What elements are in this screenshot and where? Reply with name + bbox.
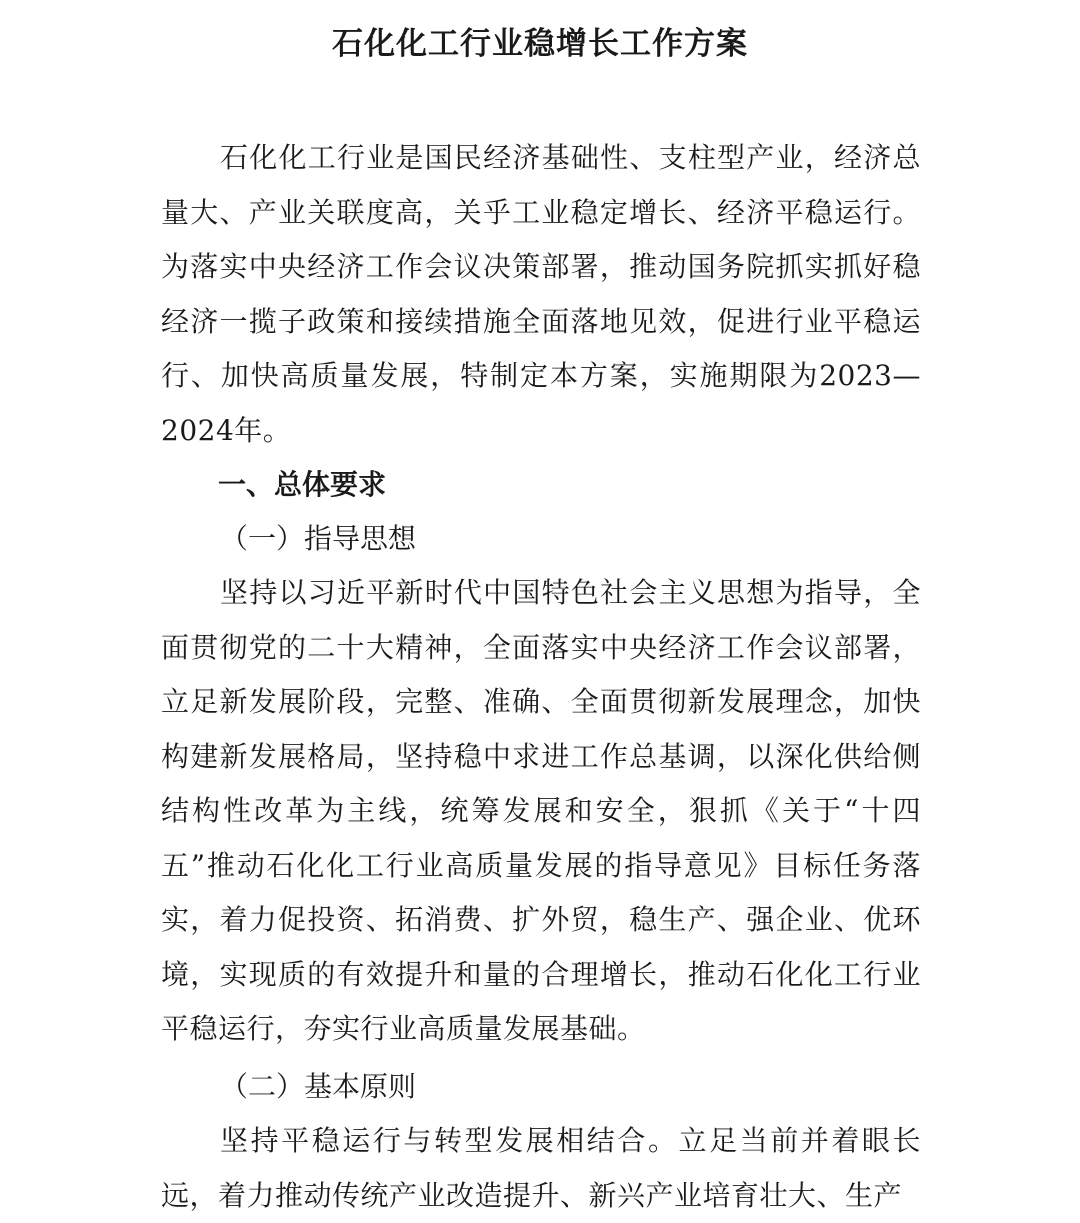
basic-principles-paragraph: 坚持平稳运行与转型发展相结合。立足当前并着眼长远，着力推动传统产业改造提升、新兴产业培育壮大、生产 xyxy=(161,1124,921,1212)
intro-paragraph: 石化化工行业是国民经济基础性、支柱型产业，经济总量大、产业关联度高，关乎工业稳定增长、经济平稳运行。为落实中央经济工作会议决策部署，推动国务院抓实抓好稳经济一揽子政策和接续措施全面落地见效，促进行业平稳运行、加快高质量发展，特制定本方案，实施期限为2023—2024年。 xyxy=(161,141,921,447)
section-heading-general-requirements: 一、总体要求 xyxy=(218,468,387,501)
document-title: 石化化工行业稳增长工作方案 xyxy=(332,26,748,62)
guiding-ideology-paragraph: 坚持以习近平新时代中国特色社会主义思想为指导，全面贯彻党的二十大精神，全面落实中央经济工作会议部署，立足新发展阶段，完整、准确、全面贯彻新发展理念，加快构建新发展格局，坚持稳中求进工作总基调，以深化供给侧结构性改革为主线，统筹发展和安全，狠抓《关于“十四五”推动石化化工行业高质量发展的指导意见》目标任务落实，着力促投资、拓消费、扩外贸，稳生产、强企业、优环境，实现质的有效提升和量的合理增长，推动石化化工行业平稳运行，夯实行业高质量发展基础。 xyxy=(161,576,921,1045)
subsection-heading-guiding-ideology: （一）指导思想 xyxy=(220,522,417,555)
subsection-heading-basic-principles: （二）基本原则 xyxy=(220,1070,417,1103)
